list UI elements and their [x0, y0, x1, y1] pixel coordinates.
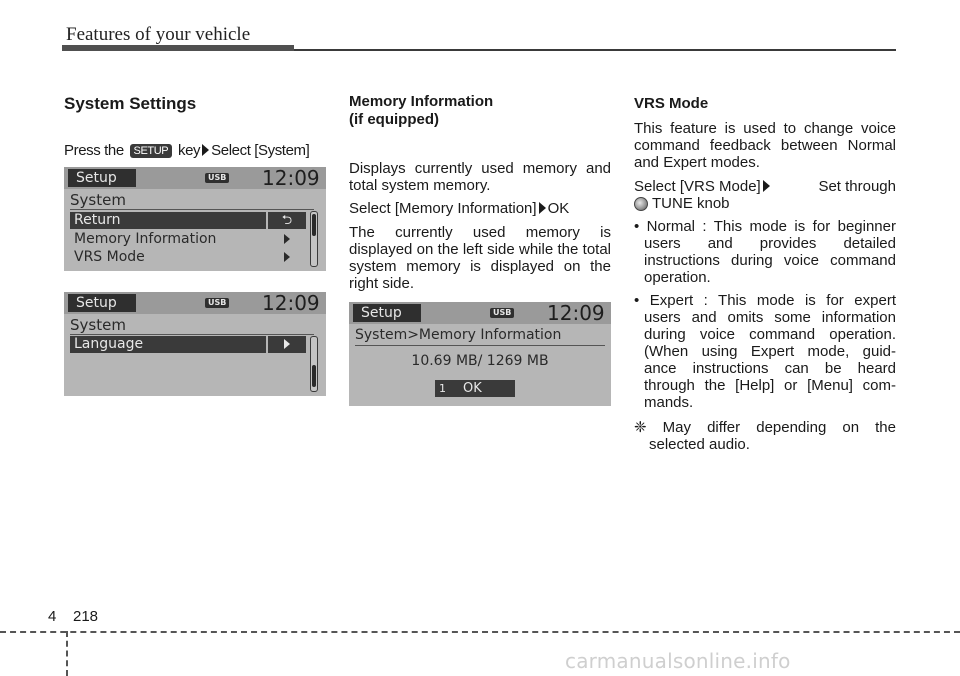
- screen-divider: [355, 345, 605, 346]
- press-instruction: [64, 142, 309, 159]
- chevron-right-icon: [284, 234, 290, 244]
- arrow-right-icon: [763, 180, 770, 192]
- bullet-expert-line: mands.: [644, 394, 694, 411]
- screen-heading: System>Memory Information: [355, 327, 562, 343]
- ok-label: OK: [463, 381, 482, 396]
- system-menu-screen: [64, 167, 326, 271]
- press-pre-text: Press the: [64, 142, 124, 159]
- bullet-normal-line: operation.: [644, 269, 711, 286]
- memory-usage-value: 10.69 MB/ 1269 MB: [411, 353, 549, 369]
- bullet-expert: [634, 292, 896, 411]
- system-language-screen: [64, 292, 326, 396]
- memory-information-screen: [349, 302, 611, 406]
- bullet-expert-line: during voice command operation.: [644, 326, 896, 343]
- bullet-normal-line: • Normal : This mode is for beginner: [634, 218, 896, 235]
- audio-note-line: ❈ May differ depending on the: [634, 419, 896, 436]
- bullet-expert-line: (When using Expert mode, guid-: [644, 343, 896, 360]
- screen-heading: System: [70, 316, 126, 334]
- scrollbar-thumb: [312, 365, 316, 387]
- vrs-select-pre: Select [VRS Mode]: [634, 178, 761, 195]
- screen-setup-tab: Setup: [68, 294, 136, 312]
- audio-note-line: selected audio.: [649, 436, 750, 453]
- setup-key-badge: SETUP: [130, 144, 173, 158]
- ok-number: 1: [439, 382, 446, 395]
- page-number: 218: [73, 608, 99, 625]
- bullet-normal-line: users and provides detailed: [644, 235, 896, 252]
- section-title: Features of your vehicle: [66, 24, 251, 45]
- vrs-mode-title: VRS Mode: [634, 95, 709, 112]
- menu-item-vrs-mode: VRS Mode: [74, 249, 145, 265]
- screen-scrollbar: [310, 336, 318, 392]
- footer-dashed-rule: [0, 631, 960, 633]
- menu-item-return: Return: [70, 212, 266, 229]
- footer-dashed-divider: [66, 631, 68, 676]
- memory-detail-text: The currently used memory is displayed on the left side while the total system memory is displayed on the right side.: [349, 224, 611, 292]
- chevron-right-icon: [284, 252, 290, 262]
- audio-note: [634, 419, 896, 453]
- press-key-text: key: [178, 142, 201, 159]
- arrow-right-icon: [539, 202, 546, 214]
- header-rule: [294, 49, 896, 51]
- memory-information-title: [349, 93, 493, 129]
- usb-badge: USB: [205, 298, 229, 308]
- screen-heading: System: [70, 191, 126, 209]
- memory-select-pre: Select [Memory Information]: [349, 200, 537, 217]
- chevron-right-icon: [268, 336, 306, 353]
- vrs-select-post: Set through: [818, 178, 896, 195]
- usb-badge: USB: [205, 173, 229, 183]
- usb-badge: USB: [490, 308, 514, 318]
- header-accent-bar: [62, 45, 294, 51]
- tune-knob-icon: [634, 197, 648, 211]
- watermark-text: carmanualsonline.info: [565, 649, 791, 673]
- screen-clock: 12:09: [262, 292, 320, 315]
- screen-divider: [70, 209, 314, 210]
- chapter-number: 4: [48, 608, 57, 625]
- bullet-expert-line: • Expert : This mode is for expert: [634, 292, 896, 309]
- menu-item-language: Language: [70, 336, 266, 353]
- vrs-select-instruction: [634, 178, 896, 212]
- screen-scrollbar: [310, 211, 318, 267]
- scrollbar-thumb: [312, 214, 316, 236]
- memory-title-line2: (if equipped): [349, 111, 439, 128]
- bullet-normal-line: instructions during voice command: [644, 252, 896, 269]
- bullet-expert-line: ance instructions can be heard: [644, 360, 896, 377]
- system-settings-title: System Settings: [64, 94, 197, 113]
- ok-button: [435, 380, 515, 397]
- memory-select-post: OK: [547, 200, 570, 217]
- memory-title-line1: Memory Information: [349, 93, 494, 110]
- screen-clock: 12:09: [262, 167, 320, 190]
- memory-select-instruction: [349, 200, 569, 217]
- menu-item-memory-information: Memory Information: [74, 231, 217, 247]
- tune-knob-label: TUNE knob: [652, 195, 730, 212]
- memory-description: Displays currently used memory and total system memory.: [349, 160, 611, 194]
- screen-clock: 12:09: [547, 302, 605, 325]
- screen-divider: [70, 334, 314, 335]
- back-arrow-icon: ⮌: [268, 212, 306, 229]
- screen-setup-tab: Setup: [353, 304, 421, 322]
- bullet-normal: [634, 218, 896, 286]
- bullet-expert-line: users and omits some information: [644, 309, 896, 326]
- vrs-description: This feature is used to change voice command feedback between Normal and Expert modes.: [634, 120, 896, 171]
- screen-setup-tab: Setup: [68, 169, 136, 187]
- bullet-expert-line: through the [Help] or [Menu] com-: [644, 377, 896, 394]
- arrow-right-icon: [202, 144, 209, 156]
- press-select-text: Select [System]: [211, 142, 310, 159]
